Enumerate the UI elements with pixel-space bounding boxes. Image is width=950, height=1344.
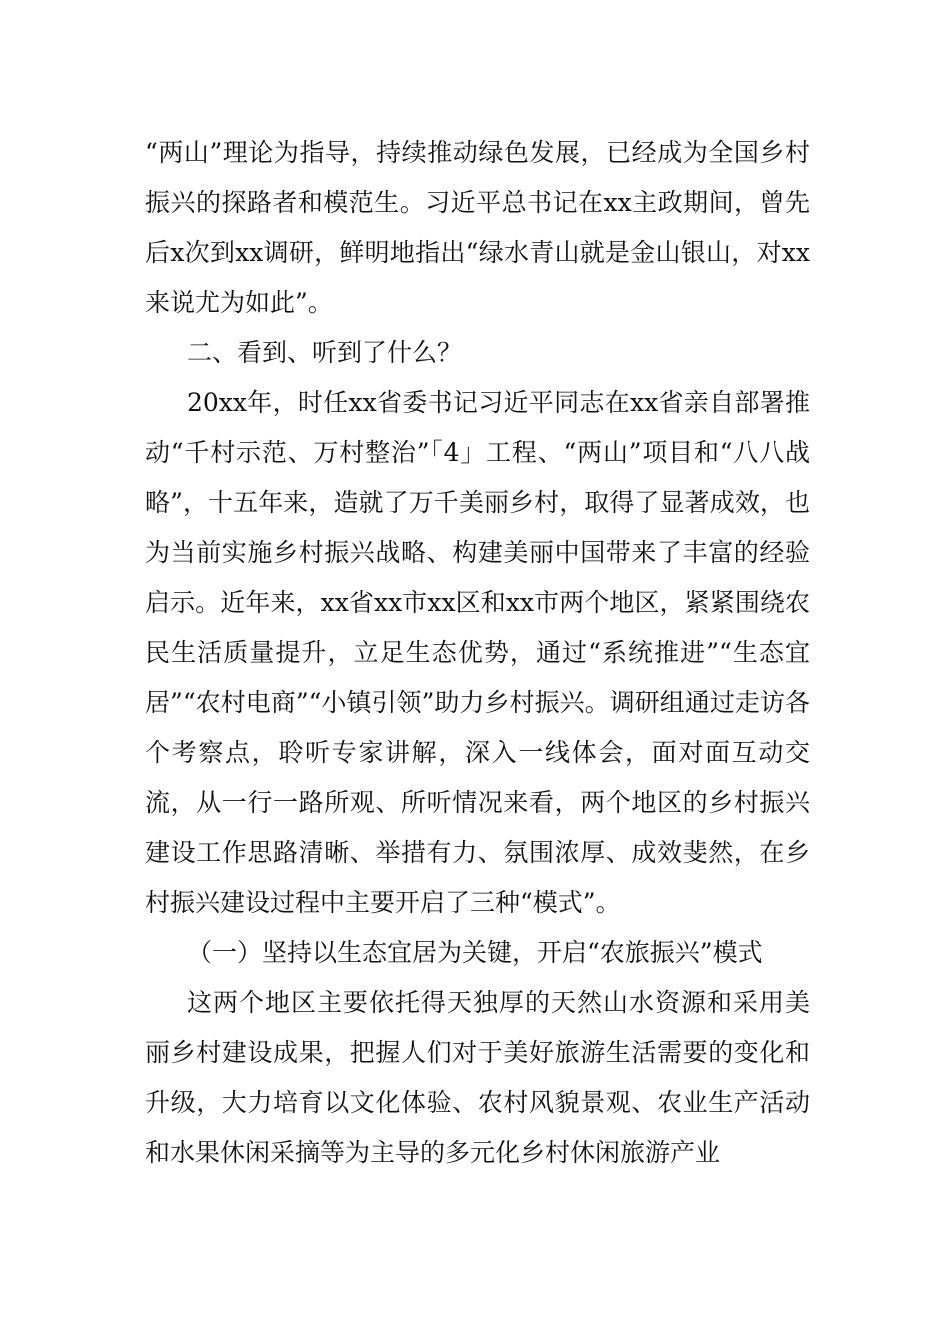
subsection-heading: （一）坚持以生态宜居为关键，开启“农旅振兴”模式: [187, 938, 763, 967]
document-body: [145, 128, 810, 1178]
paragraph-body: 20xx年，时任xx省委书记习近平同志在xx省亲自部署推动“千村示范、万村整治”「4」工程、“两山”项目和“八八战略”，十五年来，造就了万千美丽乡村，取得了显著成效，也为当前实施乡村振兴战略、构建美丽中国带来了丰富的经验启示。近年来，xx省xx市xx区和xx市两个地区，紧紧围绕农民生活质量提升，立足生态优势，通过“系统推进”“生态宜居”“农村电商”“小镇引领”助力乡村振兴。调研组通过走访各个考察点，聆听专家讲解，深入一线体会，面对面互动交流，从一行一路所观、所听情况来看，两个地区的乡村振兴建设工作思路清晰、举措有力、氛围浓厚、成效斐然，在乡村振兴建设过程中主要开启了三种“模式”。: [145, 388, 810, 917]
section-heading: 二、看到、听到了什么？: [187, 338, 463, 367]
paragraph-continuation: “两山”理论为指导，持续推动绿色发展，已经成为全国乡村振兴的探路者和模范生。习近平总书记在xx主政期间，曾先后x次到xx调研，鲜明地指出“绿水青山就是金山银山，对xx来说尤为如此”。: [145, 138, 810, 317]
paragraph-body: 这两个地区主要依托得天独厚的天然山水资源和采用美丽乡村建设成果，把握人们对于美好旅游生活需要的变化和升级，大力培育以文化体验、农村风貌景观、农业生产活动和水果休闲采摘等为主导的多元化乡村休闲旅游产业: [145, 988, 810, 1167]
